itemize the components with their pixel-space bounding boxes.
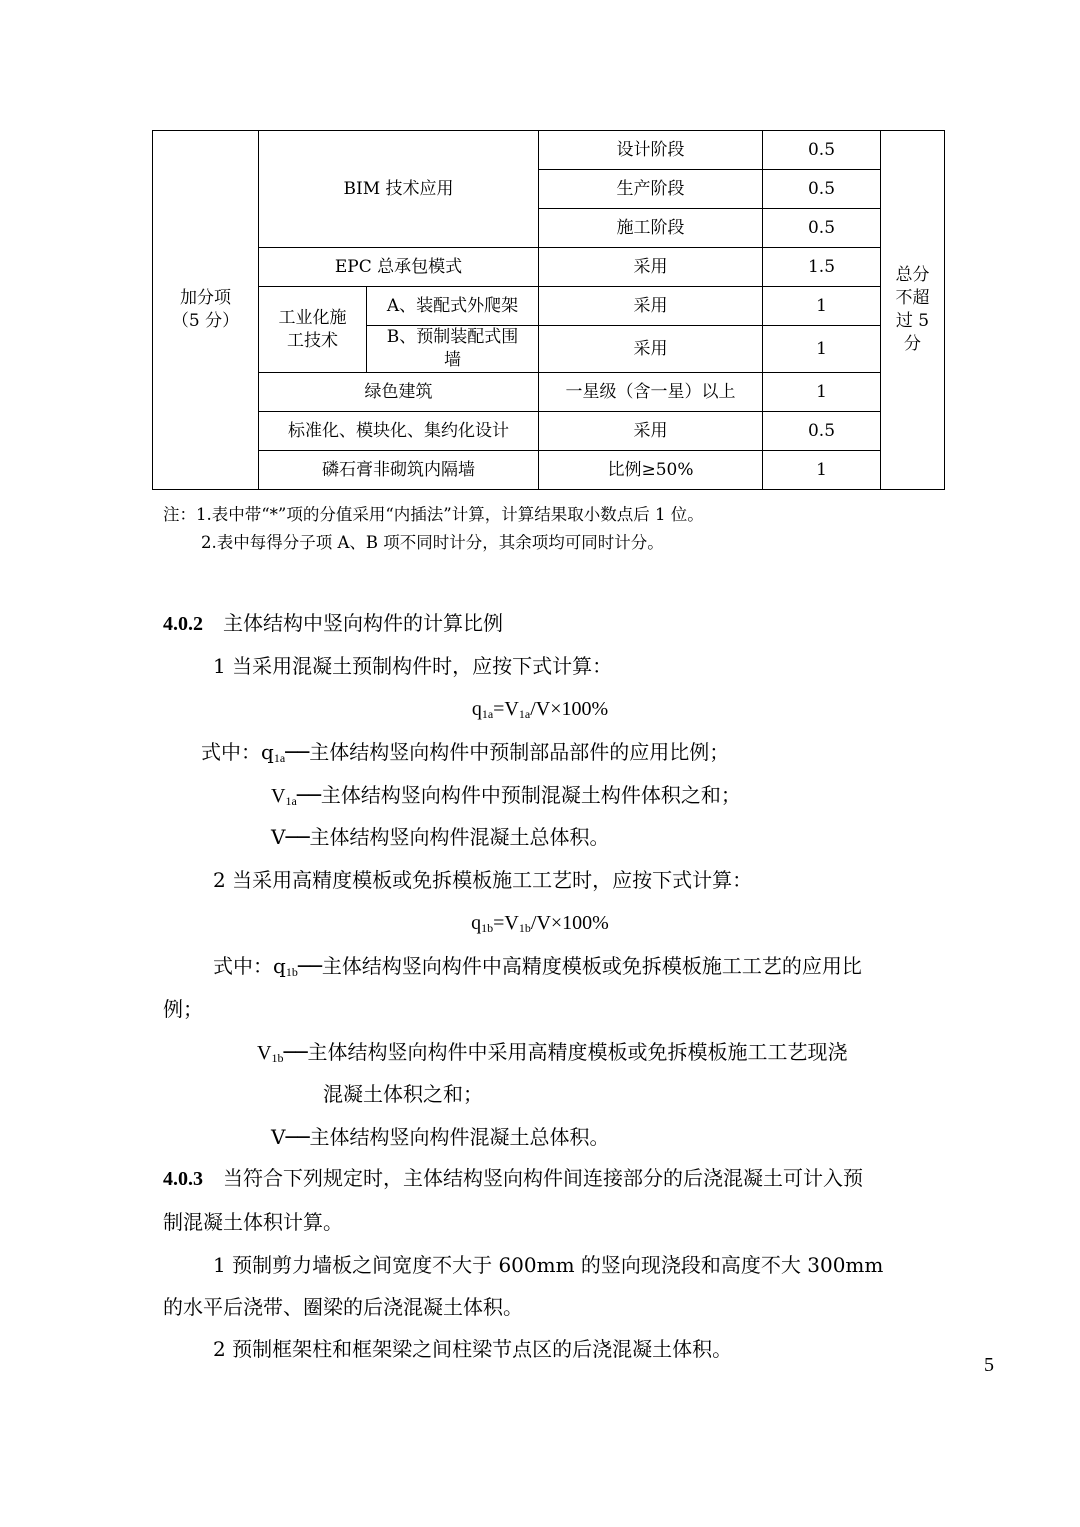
item-a-cell: A、装配式外爬架: [367, 287, 539, 326]
formula-q1a: [0, 694, 1080, 729]
bonus-item-cell: [153, 131, 259, 490]
page-number: 5: [984, 1354, 994, 1376]
table-note-2: 2.表中每得分子项 A、B 项不同时计分，其余项均可同时计分。: [201, 533, 664, 552]
section-4-0-3-item-1-cont: 的水平后浇带、圈梁的后浇混凝土体积。: [163, 1295, 523, 1319]
total-note-line: 不超: [895, 288, 930, 308]
bim-cell: BIM 技术应用: [259, 131, 539, 248]
formula-sub: 1b: [518, 921, 531, 935]
item-a-cond-cell: 采用: [539, 287, 763, 326]
gypsum-cell: 磷石膏非砌筑内隔墙: [259, 451, 539, 490]
green-score-cell: 1: [763, 373, 881, 412]
production-score-cell: 0.5: [763, 170, 881, 209]
standard-score-cell: 0.5: [763, 412, 881, 451]
section-4-0-3-item-2: 2 预制框架柱和框架梁之间柱梁节点区的后浇混凝土体积。: [213, 1337, 733, 1361]
definition-v1a: [271, 780, 741, 816]
formula-part: q: [471, 912, 482, 934]
formula-part: =V: [493, 912, 519, 934]
item-b-score-cell: 1: [763, 326, 881, 373]
formula-part: /V×100%: [530, 698, 609, 720]
table-row: [153, 287, 945, 326]
section-title: 当符合下列规定时，主体结构竖向构件间连接部分的后浇混凝土可计入预: [223, 1166, 863, 1190]
definition-v-2: V──主体结构竖向构件混凝土总体积。: [271, 1125, 610, 1149]
section-number: 4.0.2: [163, 613, 203, 635]
epc-cell: EPC 总承包模式: [259, 248, 539, 287]
section-4-0-3-heading: [163, 1163, 863, 1194]
epc-score-cell: 1.5: [763, 248, 881, 287]
def-prefix: V: [257, 1042, 272, 1064]
definition-v1b-cont: 混凝土体积之和；: [323, 1082, 483, 1106]
bonus-points: （5 分）: [171, 311, 240, 331]
epc-cond-cell: 采用: [539, 248, 763, 287]
table-row: [153, 373, 945, 412]
section-number: 4.0.3: [163, 1168, 203, 1190]
formula-part: q: [471, 698, 482, 720]
definition-q1b-cont: 例；: [163, 997, 203, 1021]
green-cell: 绿色建筑: [259, 373, 539, 412]
green-cond-cell: 一星级（含一星）以上: [539, 373, 763, 412]
def-sub: 1a: [273, 751, 286, 765]
def-sub: 1b: [285, 965, 298, 979]
bonus-label: 加分项: [180, 288, 231, 308]
scoring-table: [152, 130, 945, 490]
section-title: 主体结构中竖向构件的计算比例: [223, 611, 503, 635]
formula-sub: 1a: [518, 707, 531, 721]
section-4-0-3-title-cont: 制混凝土体积计算。: [163, 1210, 343, 1234]
production-stage-cell: 生产阶段: [539, 170, 763, 209]
definition-v1b: [257, 1037, 848, 1073]
total-note-cell: [881, 131, 945, 490]
table-note-1: 注：1.表中带“*”项的分值采用“内插法”计算，计算结果取小数点后 1 位。: [163, 505, 704, 524]
definition-v: V──主体结构竖向构件混凝土总体积。: [271, 825, 610, 849]
def-text: ──主体结构竖向构件中预制部品部件的应用比例；: [285, 740, 730, 764]
table-row: [153, 248, 945, 287]
item-b-line: B、预制装配式围: [386, 327, 519, 347]
item-2-text: 2 当采用高精度模板或免拆模板施工工艺时，应按下式计算：: [213, 868, 753, 892]
industrial-cell: [259, 287, 367, 373]
formula-sub: 1b: [481, 921, 494, 935]
item-b-cell: [367, 326, 539, 373]
formula-part: /V×100%: [530, 912, 609, 934]
construction-stage-cell: 施工阶段: [539, 209, 763, 248]
def-prefix: V: [271, 785, 286, 807]
gypsum-cond-cell: 比例≥50%: [539, 451, 763, 490]
standard-cell: 标准化、模块化、集约化设计: [259, 412, 539, 451]
industrial-line: 工业化施: [278, 307, 347, 328]
def-prefix: 式中：q: [201, 740, 274, 764]
def-text: ──主体结构竖向构件中采用高精度模板或免拆模板施工工艺现浇: [283, 1040, 848, 1064]
construction-score-cell: 0.5: [763, 209, 881, 248]
table-row: [153, 131, 945, 170]
def-text: ──主体结构竖向构件中预制混凝土构件体积之和；: [296, 783, 741, 807]
design-score-cell: 0.5: [763, 131, 881, 170]
definition-q1a: [201, 737, 729, 773]
formula-sub: 1a: [481, 707, 494, 721]
formula-q1b: [0, 908, 1080, 943]
table-row: [153, 412, 945, 451]
standard-cond-cell: 采用: [539, 412, 763, 451]
section-4-0-3-item-1: 1 预制剪力墙板之间宽度不大于 600mm 的竖向现浇段和高度不大 300mm: [213, 1253, 884, 1277]
industrial-line: 工技术: [287, 330, 338, 351]
def-sub: 1a: [285, 794, 297, 808]
design-stage-cell: 设计阶段: [539, 131, 763, 170]
def-text: ──主体结构竖向构件中高精度模板或免拆模板施工工艺的应用比: [297, 954, 862, 978]
item-a-score-cell: 1: [763, 287, 881, 326]
section-4-0-2-heading: [163, 608, 503, 639]
formula-part: =V: [493, 698, 519, 720]
gypsum-score-cell: 1: [763, 451, 881, 490]
item-1-text: 1 当采用混凝土预制构件时，应按下式计算：: [213, 654, 613, 678]
def-prefix: 式中：q: [213, 954, 286, 978]
total-note-line: 总分: [895, 265, 930, 285]
table-row: [153, 451, 945, 490]
total-note-line: 过 5: [895, 311, 930, 331]
item-b-line: 墙: [444, 350, 461, 370]
definition-q1b: [213, 951, 862, 987]
def-sub: 1b: [271, 1051, 284, 1065]
item-b-cond-cell: 采用: [539, 326, 763, 373]
total-note-line: 分: [904, 334, 921, 354]
